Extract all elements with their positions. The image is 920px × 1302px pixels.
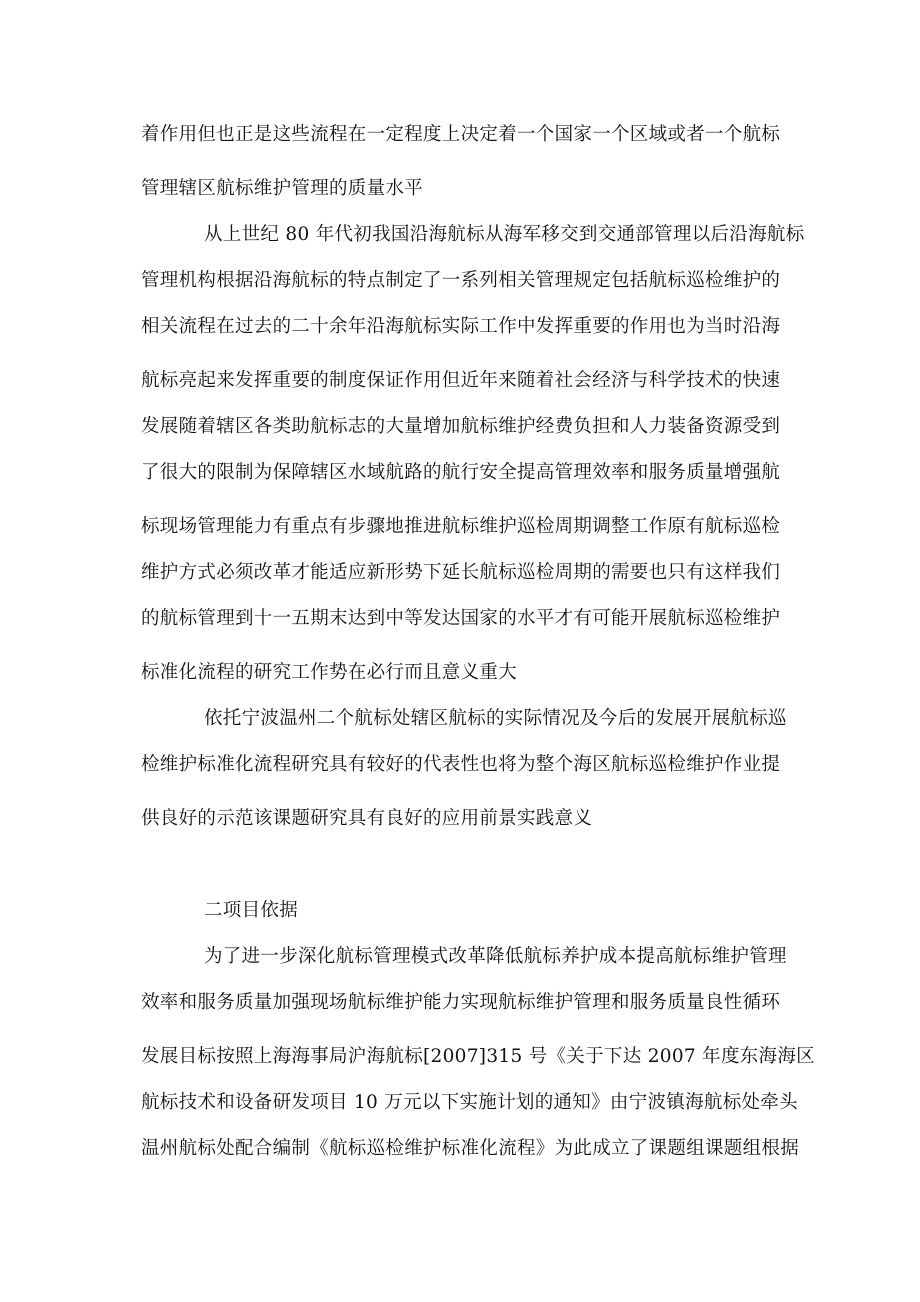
paragraph-line: 效率和服务质量加强现场航标维护能力实现航标维护管理和服务质量良性循环 <box>141 992 781 1013</box>
paragraph-line: 标现场管理能力有重点有步骤地推进航标维护巡检周期调整工作原有航标巡检 <box>141 516 781 537</box>
paragraph-line: 着作用但也正是这些流程在一定程度上决定着一个国家一个区域或者一个航标 <box>141 124 781 145</box>
paragraph-line: 相关流程在过去的二十余年沿海航标实际工作中发挥重要的作用也为当时沿海 <box>141 316 781 337</box>
paragraph-line: 标准化流程的研究工作势在必行而且意义重大 <box>141 662 518 683</box>
paragraph-line: 供良好的示范该课题研究具有良好的应用前景实践意义 <box>141 808 593 829</box>
paragraph-line: 了很大的限制为保障辖区水域航路的航行安全提高管理效率和服务质量增强航 <box>141 462 781 483</box>
paragraph-line: 航标亮起来发挥重要的制度保证作用但近年来随着社会经济与科学技术的快速 <box>141 370 781 391</box>
paragraph-line: 维护方式必须改革才能适应新形势下延长航标巡检周期的需要也只有这样我们 <box>141 562 781 583</box>
paragraph-line: 检维护标准化流程研究具有较好的代表性也将为整个海区航标巡检维护作业提 <box>141 754 781 775</box>
paragraph-line: 从上世纪 80 年代初我国沿海航标从海军移交到交通部管理以后沿海航标 <box>204 224 805 245</box>
paragraph-line: 航标技术和设备研发项目 10 万元以下实施计划的通知》由宁波镇海航标处牵头 <box>141 1092 798 1113</box>
paragraph-line: 管理辖区航标维护管理的质量水平 <box>141 178 424 199</box>
paragraph-line: 发展目标按照上海海事局沪海航标[2007]315 号《关于下达 2007 年度东海海区 <box>141 1046 815 1067</box>
paragraph-line: 为了进一步深化航标管理模式改革降低航标养护成本提高航标维护管理 <box>204 946 787 967</box>
paragraph-line: 的航标管理到十一五期末达到中等发达国家的水平才有可能开展航标巡检维护 <box>141 608 781 629</box>
paragraph-line: 温州航标处配合编制《航标巡检维护标准化流程》为此成立了课题组课题组根据 <box>141 1138 800 1159</box>
section-heading: 二项目依据 <box>204 900 299 921</box>
paragraph-line: 管理机构根据沿海航标的特点制定了一系列相关管理规定包括航标巡检维护的 <box>141 270 781 291</box>
paragraph-line: 依托宁波温州二个航标处辖区航标的实际情况及今后的发展开展航标巡 <box>204 708 787 729</box>
paragraph-line: 发展随着辖区各类助航标志的大量增加航标维护经费负担和人力装备资源受到 <box>141 416 781 437</box>
